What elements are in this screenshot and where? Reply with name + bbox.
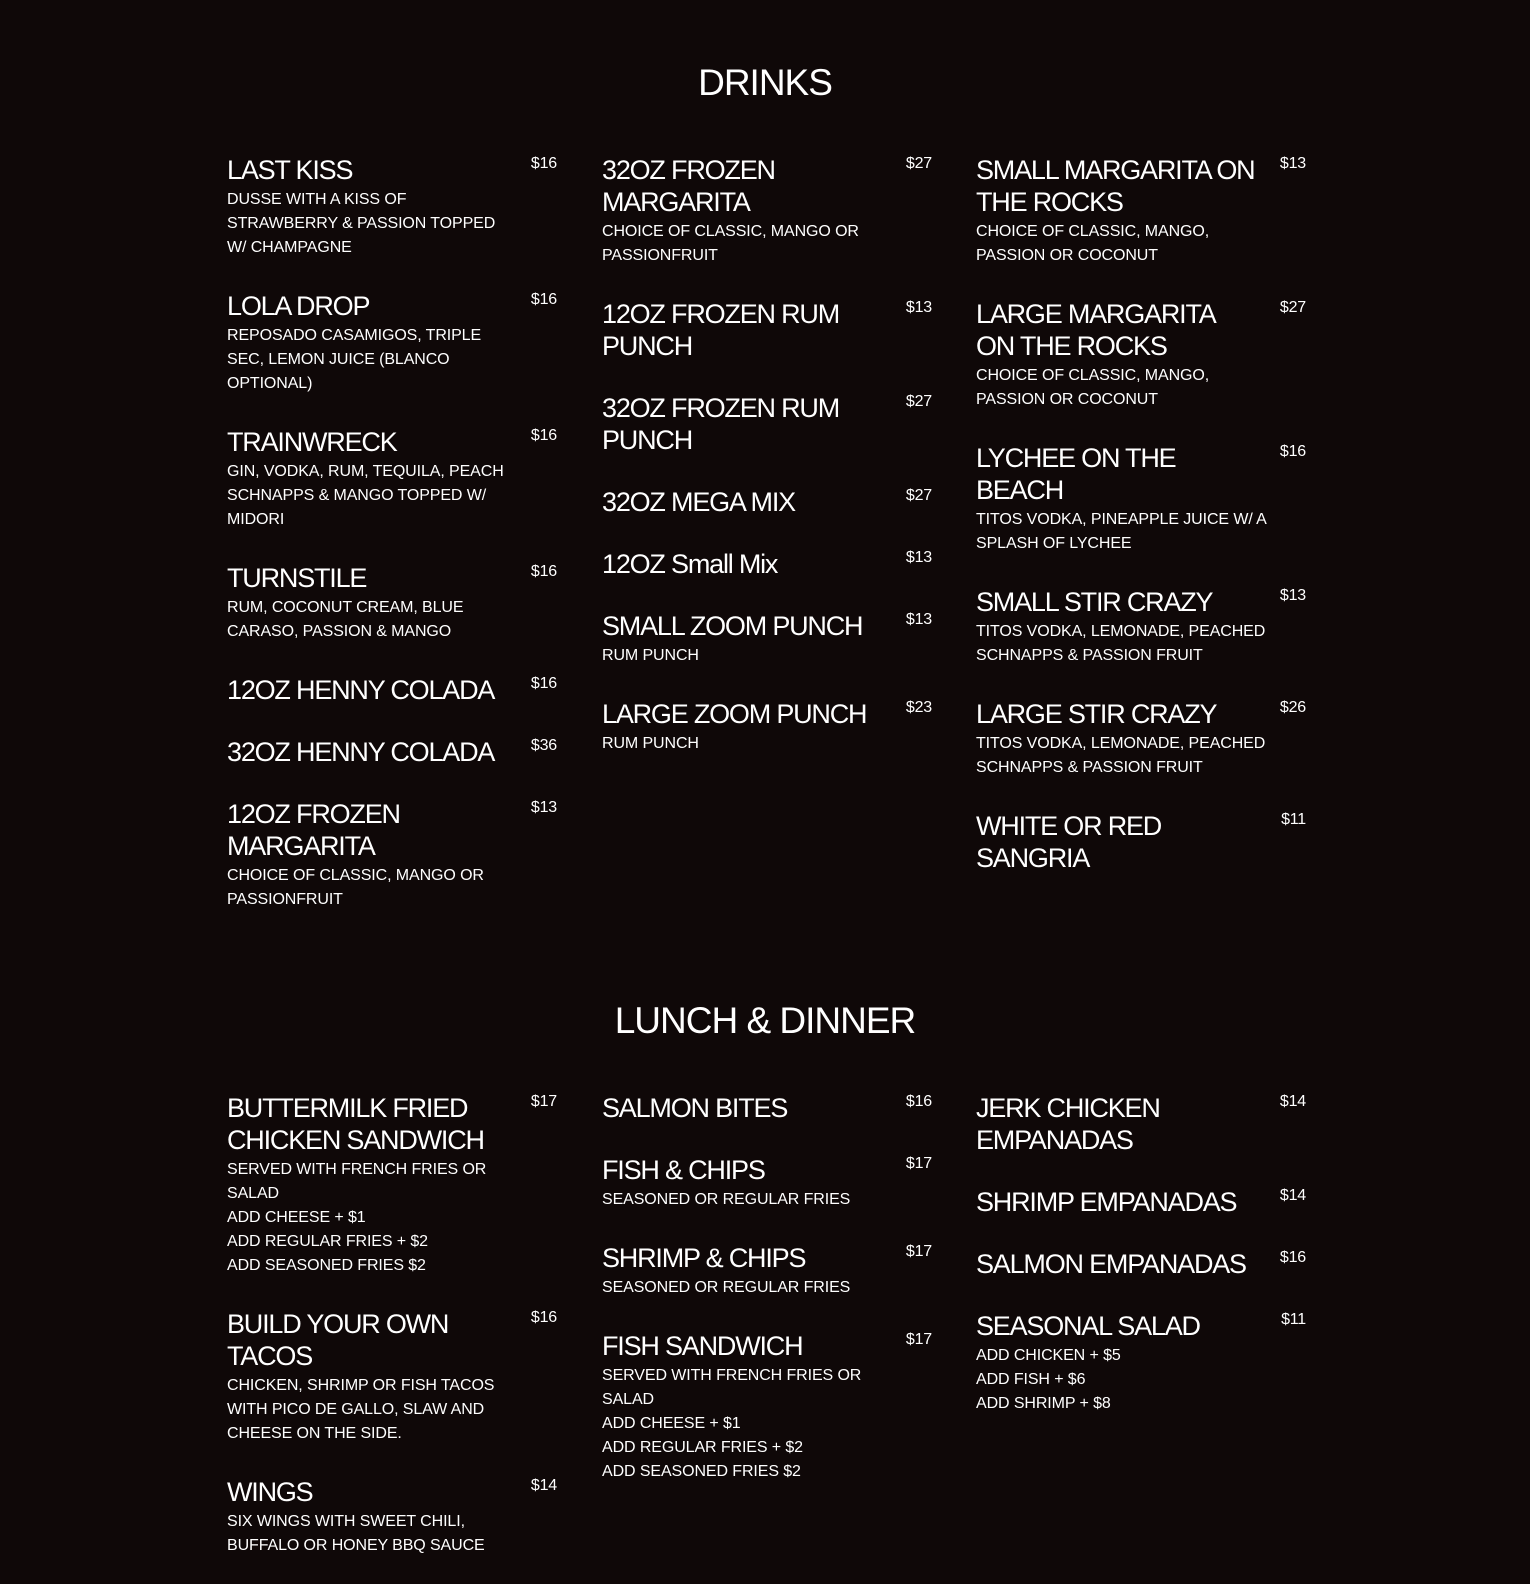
menu-item xyxy=(227,426,557,532)
menu-item-description-line: SERVED WITH FRENCH FRIES OR SALAD xyxy=(227,1161,487,1202)
menu-item-header xyxy=(227,426,557,458)
menu-item-header xyxy=(976,1248,1306,1280)
menu-item-description xyxy=(227,596,517,644)
menu-item-header xyxy=(602,1154,932,1186)
drinks-column-2 xyxy=(602,154,932,756)
menu-item-description xyxy=(602,1364,892,1484)
menu-item xyxy=(227,736,557,768)
food-column-2 xyxy=(602,1092,932,1484)
menu-item-description-line: ADD CHEESE + $1 xyxy=(227,1209,366,1226)
menu-item-header xyxy=(227,1476,557,1508)
menu-item xyxy=(602,486,932,518)
menu-item-price: $26 xyxy=(1279,699,1306,716)
menu-item-description xyxy=(227,1510,517,1558)
menu-item-header xyxy=(976,154,1306,218)
menu-item-description xyxy=(976,620,1266,668)
menu-item-description-line: ADD REGULAR FRIES + $2 xyxy=(602,1439,803,1456)
menu-item-description-line: CHOICE OF CLASSIC, MANGO, PASSION OR COCONUT xyxy=(976,367,1210,408)
menu-item-price: $17 xyxy=(530,1093,557,1110)
menu-item-price: $14 xyxy=(530,1477,557,1494)
menu-item-price: $11 xyxy=(1281,1311,1306,1328)
menu-item-description-line: CHOICE OF CLASSIC, MANGO, PASSION OR COCONUT xyxy=(976,223,1210,264)
menu-item-name: TURNSTILE xyxy=(227,563,367,593)
menu-item-name: SMALL MARGARITA ON THE ROCKS xyxy=(976,155,1255,217)
menu-item-header xyxy=(976,298,1306,362)
menu-item xyxy=(602,392,932,456)
menu-item-name: WINGS xyxy=(227,1477,313,1507)
menu-item-description-line: RUM, COCONUT CREAM, BLUE CARASO, PASSION & MANGO xyxy=(227,599,464,640)
menu-item-description xyxy=(602,1276,892,1300)
menu-item xyxy=(602,610,932,668)
menu-item-name: LAST KISS xyxy=(227,155,353,185)
menu-item-description-line: ADD SEASONED FRIES $2 xyxy=(602,1463,801,1480)
menu-item-name: 12OZ Small Mix xyxy=(602,549,778,579)
menu-item-name: 12OZ FROZEN MARGARITA xyxy=(227,799,400,861)
lunch-dinner-title: LUNCH & DINNER xyxy=(614,1000,916,1041)
menu-item xyxy=(976,698,1306,780)
menu-item xyxy=(227,1308,557,1446)
menu-item-name: JERK CHICKEN EMPANADAS xyxy=(976,1093,1160,1155)
menu-item-header xyxy=(602,1092,932,1124)
menu-item-header xyxy=(227,798,557,862)
menu-item-description-line: SEASONED OR REGULAR FRIES xyxy=(602,1279,851,1296)
menu-item-price: $16 xyxy=(530,1309,557,1326)
menu-item xyxy=(227,674,557,706)
menu-item xyxy=(227,290,557,396)
menu-item-header xyxy=(227,1308,557,1372)
menu-item xyxy=(602,1092,932,1124)
menu-item-description-line: REPOSADO CASAMIGOS, TRIPLE SEC, LEMON JUICE (BLANCO OPTIONAL) xyxy=(227,327,482,392)
menu-item-header xyxy=(976,1186,1306,1218)
menu-item xyxy=(227,562,557,644)
menu-item xyxy=(227,1476,557,1558)
menu-item-description-line: RUM PUNCH xyxy=(602,735,699,752)
menu-item-description xyxy=(227,188,517,260)
menu-item-name: WHITE OR RED SANGRIA xyxy=(976,811,1162,873)
menu-item-name: LARGE STIR CRAZY xyxy=(976,699,1217,729)
menu-item-description-line: CHICKEN, SHRIMP OR FISH TACOS WITH PICO DE GALLO, SLAW AND CHEESE ON THE SIDE. xyxy=(227,1377,495,1442)
menu-item-header xyxy=(976,810,1306,874)
menu-item-header xyxy=(227,290,557,322)
menu-item-name: 32OZ FROZEN MARGARITA xyxy=(602,155,775,217)
menu-item-price: $16 xyxy=(530,675,557,692)
menu-item-price: $13 xyxy=(1279,155,1306,172)
menu-item-description-line: ADD REGULAR FRIES + $2 xyxy=(227,1233,428,1250)
menu-item-price: $11 xyxy=(1281,811,1306,828)
menu-item-description-line: ADD CHEESE + $1 xyxy=(602,1415,741,1432)
menu-item-header xyxy=(602,698,932,730)
menu-item-header xyxy=(976,1310,1306,1342)
menu-item-description xyxy=(976,220,1266,268)
menu-item-header xyxy=(602,392,932,456)
menu-item-name: 32OZ FROZEN RUM PUNCH xyxy=(602,393,840,455)
menu-item xyxy=(976,1186,1306,1218)
menu-item-name: SMALL STIR CRAZY xyxy=(976,587,1213,617)
menu-item-description-line: TITOS VODKA, PINEAPPLE JUICE W/ A SPLASH OF LYCHEE xyxy=(976,511,1266,552)
menu-item xyxy=(227,154,557,260)
menu-item xyxy=(976,1310,1306,1416)
menu-item-price: $27 xyxy=(905,393,932,410)
menu-item-price: $13 xyxy=(905,611,932,628)
menu-item-header xyxy=(227,1092,557,1156)
menu-item-name: SALMON BITES xyxy=(602,1093,788,1123)
menu-item-price: $13 xyxy=(905,299,932,316)
menu-item-price: $17 xyxy=(905,1331,932,1348)
menu-item-name: LARGE MARGARITA ON THE ROCKS xyxy=(976,299,1215,361)
menu-item xyxy=(976,810,1306,874)
menu-item-name: BUTTERMILK FRIED CHICKEN SANDWICH xyxy=(227,1093,484,1155)
menu-item xyxy=(602,1154,932,1212)
menu-item xyxy=(976,298,1306,412)
menu-item-price: $16 xyxy=(1279,1249,1306,1266)
menu-item-name: 32OZ MEGA MIX xyxy=(602,487,795,517)
menu-item-header xyxy=(602,1242,932,1274)
menu-item-description xyxy=(227,324,517,396)
menu-item-header xyxy=(227,562,557,594)
menu-item-price: $27 xyxy=(905,487,932,504)
menu-item-description-line: SIX WINGS WITH SWEET CHILI, BUFFALO OR HONEY BBQ SAUCE xyxy=(227,1513,485,1554)
menu-item xyxy=(602,548,932,580)
menu-item-name: 12OZ HENNY COLADA xyxy=(227,675,495,705)
menu-item-description-line: CHOICE OF CLASSIC, MANGO OR PASSIONFRUIT xyxy=(602,223,859,264)
menu-item xyxy=(602,1242,932,1300)
menu-item-price: $27 xyxy=(1279,299,1306,316)
menu-item xyxy=(602,1330,932,1484)
menu-item-description-line: GIN, VODKA, RUM, TEQUILA, PEACH SCHNAPPS & MANGO TOPPED W/ MIDORI xyxy=(227,463,504,528)
menu-item-description xyxy=(227,864,517,912)
menu-item-description-line: SERVED WITH FRENCH FRIES OR SALAD xyxy=(602,1367,862,1408)
menu-item-description xyxy=(602,220,892,268)
menu-item-name: FISH SANDWICH xyxy=(602,1331,803,1361)
menu-item-description-line: TITOS VODKA, LEMONADE, PEACHED SCHNAPPS & PASSION FRUIT xyxy=(976,623,1266,664)
drinks-column-3 xyxy=(976,154,1306,874)
menu-item xyxy=(602,698,932,756)
menu-item xyxy=(976,1248,1306,1280)
menu-item-description xyxy=(602,644,892,668)
menu-item-price: $14 xyxy=(1279,1187,1306,1204)
menu-item-header xyxy=(602,154,932,218)
menu-item-name: SMALL ZOOM PUNCH xyxy=(602,611,863,641)
menu-item-description xyxy=(976,732,1266,780)
menu-item-name: SALMON EMPANADAS xyxy=(976,1249,1246,1279)
food-column-1 xyxy=(227,1092,557,1558)
menu-item-description-line: ADD FISH + $6 xyxy=(976,1371,1086,1388)
menu-item-description-line: ADD SEASONED FRIES $2 xyxy=(227,1257,426,1274)
food-column-3 xyxy=(976,1092,1306,1416)
menu-item-header xyxy=(227,674,557,706)
menu-item-header xyxy=(602,1330,932,1362)
menu-item-description-line: ADD CHICKEN + $5 xyxy=(976,1347,1121,1364)
menu-item xyxy=(602,154,932,268)
menu-item-price: $17 xyxy=(905,1155,932,1172)
menu-item-header xyxy=(976,586,1306,618)
menu-item-price: $27 xyxy=(905,155,932,172)
menu-item-price: $14 xyxy=(1279,1093,1306,1110)
menu-item-name: LYCHEE ON THE BEACH xyxy=(976,443,1176,505)
menu-item-description xyxy=(976,508,1266,556)
menu-item-description xyxy=(602,1188,892,1212)
menu-item-name: BUILD YOUR OWN TACOS xyxy=(227,1309,449,1371)
menu-item-name: LARGE ZOOM PUNCH xyxy=(602,699,867,729)
menu-item-description xyxy=(976,1344,1266,1416)
menu-item-price: $13 xyxy=(1279,587,1306,604)
menu-item-price: $36 xyxy=(530,737,557,754)
menu-item xyxy=(602,298,932,362)
menu-item xyxy=(227,798,557,912)
menu-item-description-line: RUM PUNCH xyxy=(602,647,699,664)
menu-item-name: LOLA DROP xyxy=(227,291,370,321)
menu-item-name: TRAINWRECK xyxy=(227,427,397,457)
menu-item-header xyxy=(976,698,1306,730)
menu-item-price: $17 xyxy=(905,1243,932,1260)
menu-item-header xyxy=(602,610,932,642)
menu-item-name: 32OZ HENNY COLADA xyxy=(227,737,495,767)
menu-item-header xyxy=(976,442,1306,506)
menu-item-description xyxy=(602,732,892,756)
menu-item-price: $16 xyxy=(905,1093,932,1110)
menu-item-price: $16 xyxy=(530,291,557,308)
menu-item-header xyxy=(602,548,932,580)
menu-item-description-line: CHOICE OF CLASSIC, MANGO OR PASSIONFRUIT xyxy=(227,867,484,908)
menu-item-description xyxy=(227,1158,517,1278)
menu-item-price: $13 xyxy=(905,549,932,566)
menu-item-description xyxy=(976,364,1266,412)
menu-item-header xyxy=(602,486,932,518)
drinks-title: DRINKS xyxy=(698,62,832,103)
menu-item-price: $16 xyxy=(1279,443,1306,460)
menu-item xyxy=(976,586,1306,668)
menu-item-header xyxy=(976,1092,1306,1156)
menu-item xyxy=(227,1092,557,1278)
menu-item-price: $16 xyxy=(530,427,557,444)
menu-item-name: SEASONAL SALAD xyxy=(976,1311,1200,1341)
menu-item-price: $23 xyxy=(905,699,932,716)
menu-item-description xyxy=(227,1374,517,1446)
menu-item-price: $16 xyxy=(530,155,557,172)
menu-item-description xyxy=(227,460,517,532)
menu-item xyxy=(976,1092,1306,1156)
menu-item-price: $16 xyxy=(530,563,557,580)
menu-item-description-line: ADD SHRIMP + $8 xyxy=(976,1395,1111,1412)
menu-item-description-line: DUSSE WITH A KISS OF STRAWBERRY & PASSION TOPPED W/ CHAMPAGNE xyxy=(227,191,496,256)
menu-item-description-line: TITOS VODKA, LEMONADE, PEACHED SCHNAPPS & PASSION FRUIT xyxy=(976,735,1266,776)
menu-item-price: $13 xyxy=(530,799,557,816)
menu-item-header xyxy=(227,736,557,768)
menu-item-name: SHRIMP & CHIPS xyxy=(602,1243,806,1273)
menu-item-name: SHRIMP EMPANADAS xyxy=(976,1187,1237,1217)
menu-item-description-line: SEASONED OR REGULAR FRIES xyxy=(602,1191,851,1208)
drinks-column-1 xyxy=(227,154,557,912)
menu-item-name: FISH & CHIPS xyxy=(602,1155,765,1185)
menu-item-name: 12OZ FROZEN RUM PUNCH xyxy=(602,299,840,361)
menu-item-header xyxy=(602,298,932,362)
menu-item xyxy=(976,442,1306,556)
menu-item-header xyxy=(227,154,557,186)
menu-item xyxy=(976,154,1306,268)
